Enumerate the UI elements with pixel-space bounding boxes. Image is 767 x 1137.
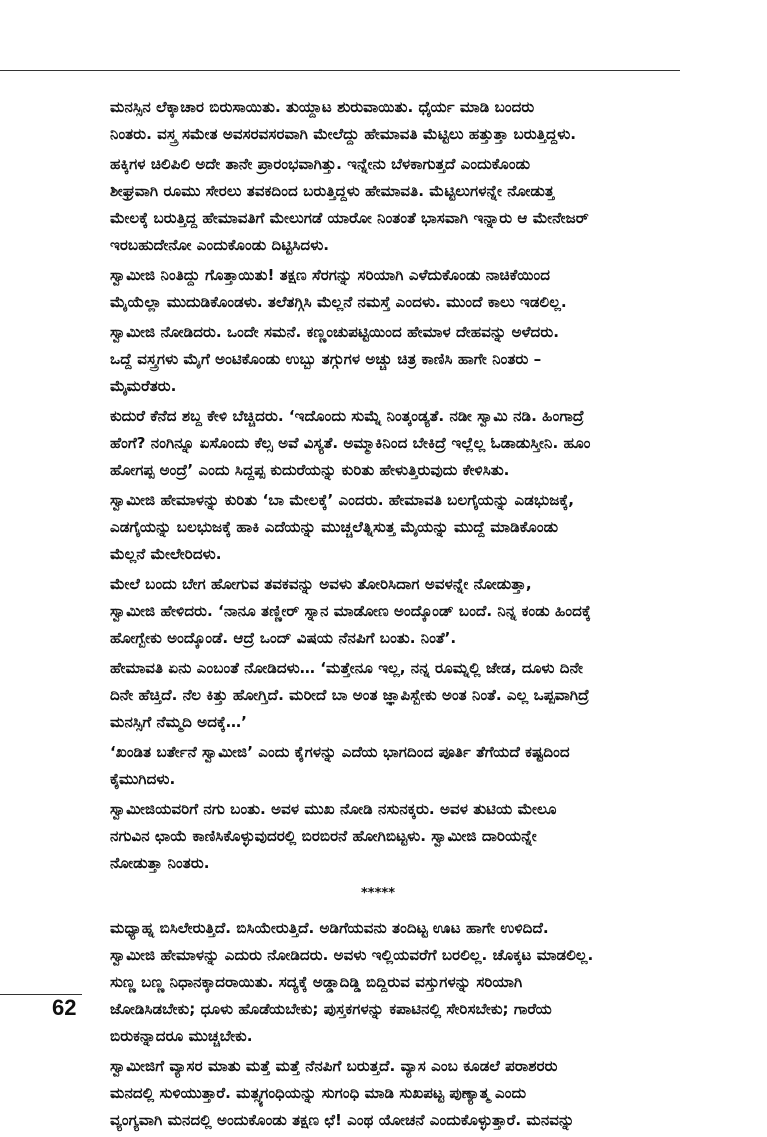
text-line: ಮನಸ್ಸಿಗೆ ನೆಮ್ಮದಿ ಅದಕ್ಕೆ…’ bbox=[110, 713, 247, 731]
text-line: ಬಿರುಕನ್ನಾದರೂ ಮುಚ್ಚಬೇಕು. bbox=[110, 1027, 253, 1045]
text-line: ಸ್ವಾಮೀಜಿ ಹೇಮಾಳನ್ನು ಕುರಿತು ‘ಬಾ ಮೇಲಕ್ಕೆ’ ಎಂದರು. ಹೇಮಾವತಿ ಬಲಗೈಯನ್ನು ಎಡಭುಜಕ್ಕೆ, bbox=[110, 491, 575, 509]
text-line: ಇರಬಹುದೇನೋ ಎಂದುಕೊಂಡು ದಿಟ್ಟಿಸಿದಳು. bbox=[110, 236, 330, 254]
text-line: ಸ್ವಾಮೀಜಿ ನಿಂತಿದ್ದು ಗೊತ್ತಾಯಿತು! ತಕ್ಷಣ ಸೆರಗನ್ನು ಸರಿಯಾಗಿ ಎಳೆದುಕೊಂಡು ನಾಚಿಕೆಯಿಂದ bbox=[110, 266, 551, 284]
text-line: ದಿನೇ ಹೆಚ್ತಿದೆ. ನೆಲ ಕಿತ್ತು ಹೋಗ್ತಿದೆ. ಮರೀದೆ ಬಾ ಅಂತ ಜ್ಞಾಪಿಸ್ಬೇಕು ಅಂತ ನಿಂತೆ. ಎಲ್ಲ ಒಪ್ಪವಾಗಿದ್ರೆ bbox=[110, 686, 590, 704]
paragraphs-before bbox=[88, 94, 668, 877]
text-line: ಜೋಡಿಸಿಡಬೇಕು; ಧೂಳು ಹೊಡೆಯಬೇಕು; ಪುಸ್ತಕಗಳನ್ನು ಕಪಾಟಿನಲ್ಲಿ ಸೇರಿಸಬೇಕು; ಗಾರೆಯ bbox=[110, 1000, 552, 1018]
paragraph bbox=[88, 739, 668, 793]
text-line: ಮೈಮರೆತರು. bbox=[110, 377, 177, 395]
paragraph bbox=[88, 1053, 668, 1134]
text-line: ಮೈಯೆಲ್ಲಾ ಮುದುಡಿಕೊಂಡಳು. ತಲೆತಗ್ಗಿಸಿ ಮೆಲ್ಲನೆ ನಮಸ್ತೆ ಎಂದಳು. ಮುಂದೆ ಕಾಲು ಇಡಲಿಲ್ಲ. bbox=[110, 293, 567, 311]
paragraph bbox=[88, 487, 668, 568]
page-body bbox=[88, 94, 668, 1137]
text-line: ಮೆಲ್ಲನೆ ಮೇಲೇರಿದಳು. bbox=[110, 545, 222, 563]
paragraph bbox=[88, 915, 668, 1050]
text-line: ಸ್ವಾಮೀಜಿ ಹೇಳಿದರು. ‘ನಾನೂ ತಣ್ಣೀರ್ ಸ್ನಾನ ಮಾಡೋಣ ಅಂದ್ಕೊಂಡ್ ಬಂದೆ. ನಿನ್ನ ಕಂಡು ಹಿಂದಕ್ಕೆ bbox=[110, 602, 591, 620]
text-line: ಮಧ್ಯಾಹ್ನ ಬಿಸಿಲೇರುತ್ತಿದೆ. ಬಿಸಿಯೇರುತ್ತಿದೆ. ಅಡಿಗೆಯವನು ತಂದಿಟ್ಟ ಊಟ ಹಾಗೇ ಉಳಿದಿದೆ. bbox=[110, 919, 549, 937]
paragraph bbox=[88, 262, 668, 316]
text-line: ಕೈಮುಗಿದಳು. bbox=[110, 770, 176, 788]
text-line: ಒದ್ದೆ ವಸ್ತ್ರಗಳು ಮೈಗೆ ಅಂಟಿಕೊಂಡು ಉಬ್ಬು ತಗ್ಗುಗಳ ಅಚ್ಚು ಚಿತ್ರ ಕಾಣಿಸಿ ಹಾಗೇ ನಿಂತರು – bbox=[110, 350, 542, 368]
text-line: ಹೆಂಗೆ? ನಂಗಿನ್ನೂ ಏಸೊಂದು ಕೆಲ್ಸ ಅವೆ ವಿಸ್ಯತೆ. ಅಮ್ಮಾಕಿನಿಂದ ಬೇಕಿದ್ರೆ ಇಲ್ಲೆಲ್ಲ ಓಡಾಡುಸ್ತೀನಿ. ಹೂಂ bbox=[110, 434, 591, 452]
text-line: ಕುದುರೆ ಕೆನೆದ ಶಬ್ದ ಕೇಳಿ ಬೆಚ್ಚಿದರು. ‘ಇದೊಂದು ಸುಮ್ನೆ ನಿಂತ್ಕಂಡ್ಯತೆ. ನಡೀ ಸ್ವಾಮಿ ನಡಿ. ಹಿಂಗಾದ್ರೆ bbox=[110, 407, 584, 425]
paragraph bbox=[88, 796, 668, 877]
text-line: ಶೀಘ್ರವಾಗಿ ರೂಮು ಸೇರಲು ತವಕದಿಂದ ಬರುತ್ತಿದ್ದಳು ಹೇಮಾವತಿ. ಮೆಟ್ಟಿಲುಗಳನ್ನೇ ನೋಡುತ್ತ bbox=[110, 182, 555, 200]
section-divider: ***** bbox=[361, 886, 395, 901]
text-line: ಹೋಗಪ್ಪ ಅಂದ್ರೆ’ ಎಂದು ಸಿದ್ದಪ್ಪ ಕುದುರೆಯನ್ನು ಕುರಿತು ಹೇಳುತ್ತಿರುವುದು ಕೇಳಿಸಿತು. bbox=[110, 461, 510, 479]
paragraphs-after bbox=[88, 915, 668, 1134]
paragraph bbox=[88, 571, 668, 652]
paragraph bbox=[88, 655, 668, 736]
text-line: ಸ್ವಾಮೀಜಿ ಹೇಮಾಳನ್ನು ಎದುರು ನೋಡಿದರು. ಅವಳು ಇಲ್ಲಿಯವರೆಗೆ ಬರಲಿಲ್ಲ. ಚೊಕ್ಕಟ ಮಾಡಲಿಲ್ಲ. bbox=[110, 946, 594, 964]
text-line: ಮೇಲಕ್ಕೆ ಬರುತ್ತಿದ್ದ ಹೇಮಾವತಿಗೆ ಮೇಲುಗಡೆ ಯಾರೋ ನಿಂತಂತೆ ಭಾಸವಾಗಿ ಇನ್ನಾರು ಆ ಮೇನೇಜರ್ bbox=[110, 209, 589, 227]
text-line: ‘ಖಂಡಿತ ಬರ್ತೇನೆ ಸ್ವಾಮೀಜಿ’ ಎಂದು ಕೈಗಳನ್ನು ಎದೆಯ ಭಾಗದಿಂದ ಪೂರ್ತಿ ತೆಗೆಯದೆ ಕಷ್ಟದಿಂದ bbox=[110, 743, 570, 761]
text-line: ನೋಡುತ್ತಾ ನಿಂತರು. bbox=[110, 854, 210, 872]
text-line: ನಗುವಿನ ಛಾಯೆ ಕಾಣಿಸಿಕೊಳ್ಳುವುದರಲ್ಲಿ ಬಿರಬಿರನೆ ಹೋಗಿಬಿಟ್ಟಳು. ಸ್ವಾಮೀಜಿ ದಾರಿಯನ್ನೇ bbox=[110, 827, 537, 845]
paragraph bbox=[88, 151, 668, 259]
paragraph bbox=[88, 319, 668, 400]
text-line: ನಿಂತರು. ವಸ್ತ್ರ ಸಮೇತ ಅವಸರವಸರವಾಗಿ ಮೇಲೆದ್ದು ಹೇಮಾವತಿ ಮೆಟ್ಟಿಲು ಹತ್ತುತ್ತಾ ಬರುತ್ತಿದ್ದಳು. bbox=[110, 125, 577, 143]
text-line: ಮೇಲೆ ಬಂದು ಬೇಗ ಹೋಗುವ ತವಕವನ್ನು ಅವಳು ತೋರಿಸಿದಾಗ ಅವಳನ್ನೇ ನೋಡುತ್ತಾ, bbox=[110, 575, 532, 593]
text-line: ಸ್ವಾಮೀಜಿಗೆ ವ್ಯಾಸರ ಮಾತು ಮತ್ತೆ ಮತ್ತೆ ನೆನಪಿಗೆ ಬರುತ್ತದೆ. ವ್ಯಾಸ ಎಂಬ ಕೂಡಲೆ ಪರಾಶರರು bbox=[110, 1057, 558, 1075]
text-line: ಸ್ವಾಮೀಜಿಯವರಿಗೆ ನಗು ಬಂತು. ಅವಳ ಮುಖ ನೋಡಿ ನಸುನಕ್ಕರು. ಅವಳ ತುಟಿಯ ಮೇಲೂ bbox=[110, 800, 557, 818]
paragraph bbox=[88, 403, 668, 484]
text-line: ಹೋಗ್ಬೇಕು ಅಂದ್ಕೊಂಡೆ. ಆದ್ರೆ ಒಂದ್ ವಿಷಯ ನೆನಪಿಗೆ ಬಂತು. ನಿಂತೆ’. bbox=[110, 629, 457, 647]
text-line: ಹೇಮಾವತಿ ಏನು ಎಂಬಂತೆ ನೋಡಿದಳು… ‘ಮತ್ತೇನೂ ಇಲ್ಲ, ನನ್ನ ರೂಮ್ನಲ್ಲಿ ಜೇಡ, ದೂಳು ದಿನೇ bbox=[110, 659, 584, 677]
header-rule bbox=[0, 70, 680, 71]
text-line: ಮನಸ್ಸಿನ ಲೆಕ್ಕಾಚಾರ ಬಿರುಸಾಯಿತು. ತುಯ್ದಾಟ ಶುರುವಾಯಿತು. ಧೈರ್ಯ ಮಾಡಿ ಬಂದರು bbox=[110, 98, 535, 116]
text-line: ಹಕ್ಕಿಗಳ ಚಿಲಿಪಿಲಿ ಅದೇ ತಾನೇ ಪ್ರಾರಂಭವಾಗಿತ್ತು. ಇನ್ನೇನು ಬೆಳಕಾಗುತ್ತದೆ ಎಂದುಕೊಂಡು bbox=[110, 155, 531, 173]
text-line: ವ್ಯಂಗ್ಯವಾಗಿ ಮನದಲ್ಲಿ ಅಂದುಕೊಂಡು ತಕ್ಷಣ ಛೆ! ಎಂಥ ಯೋಚನೆ ಎಂದುಕೊಳ್ಳುತ್ತಾರೆ. ಮನವನ್ನು bbox=[110, 1111, 575, 1129]
text-line: ಸುಣ್ಣ ಬಣ್ಣ ನಿಧಾನಕ್ಕಾದರಾಯಿತು. ಸದ್ಯಕ್ಕೆ ಅಡ್ಡಾದಿಡ್ಡಿ ಬಿದ್ದಿರುವ ವಸ್ತುಗಳನ್ನು ಸರಿಯಾಗಿ bbox=[110, 973, 523, 991]
text-line: ಎಡಗೈಯನ್ನು ಬಲಭುಜಕ್ಕೆ ಹಾಕಿ ಎದೆಯನ್ನು ಮುಚ್ಚಲೆತ್ನಿಸುತ್ತ ಮೈಯನ್ನು ಮುದ್ದೆ ಮಾಡಿಕೊಂಡು bbox=[110, 518, 559, 536]
text-line: ಸ್ವಾಮೀಜಿ ನೋಡಿದರು. ಒಂದೇ ಸಮನೆ. ಕಣ್ಣಂಚುಪಟ್ಟಿಯಿಂದ ಹೇಮಾಳ ದೇಹವನ್ನು ಅಳೆದರು. bbox=[110, 323, 559, 341]
text-line: ಮನದಲ್ಲಿ ಸುಳಿಯುತ್ತಾರೆ. ಮತ್ಸ್ಯಗಂಧಿಯನ್ನು ಸುಗಂಧಿ ಮಾಡಿ ಸುಖಪಟ್ಟ ಪುಣ್ಯಾತ್ಮ ಎಂದು bbox=[110, 1084, 527, 1102]
page-number: 62 bbox=[52, 995, 77, 1020]
paragraph bbox=[88, 94, 668, 148]
